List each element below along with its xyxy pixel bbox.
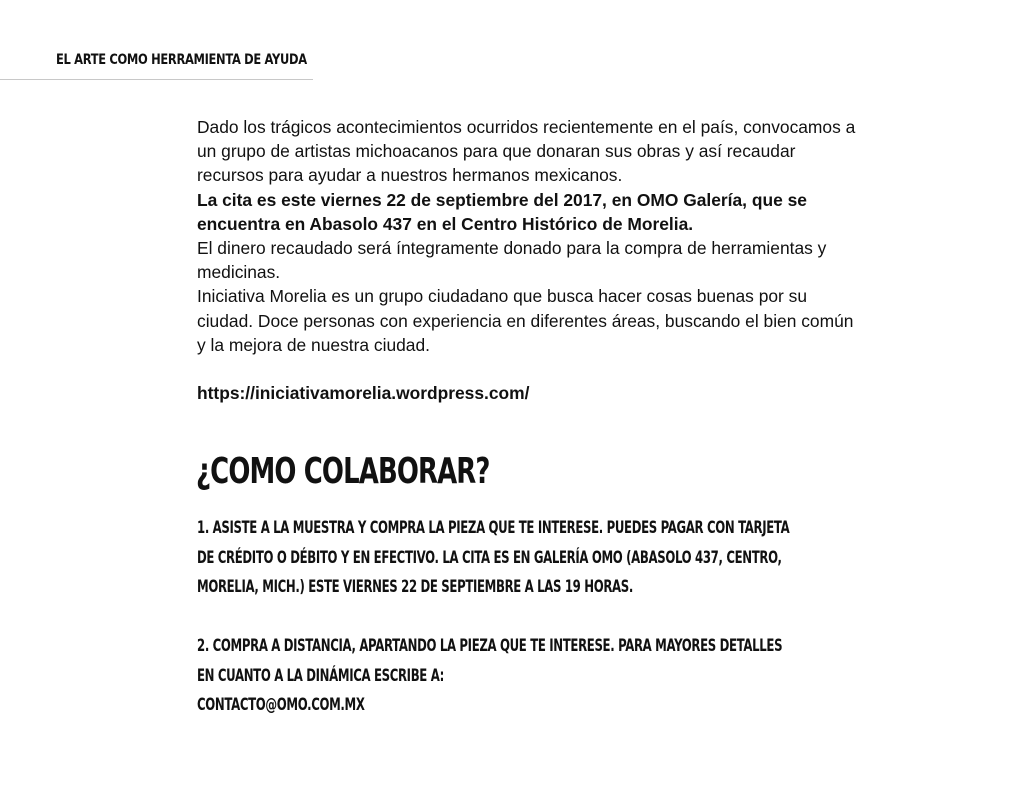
intro-paragraph: Dado los trágicos acontecimientos ocurridos recientemente en el país, convocamos a un grupo de artistas michoacanos para que donaran sus obras y así recaudar recursos para ayudar a nuestros hermanos mexicanos. bbox=[197, 117, 856, 186]
header-title: EL ARTE COMO HERRAMIENTA DE AYUDA bbox=[56, 52, 307, 68]
event-details-paragraph: La cita es este viernes 22 de septiembre del 2017, en OMO Galería, que se encuentra en Abasolo 437 en el Centro Histórico de Morelia. bbox=[197, 189, 807, 234]
donation-paragraph: El dinero recaudado será íntegramente donado para la compra de herramientas y medicinas. bbox=[197, 238, 827, 283]
step-1-line-2: DE CRÉDITO O DÉBITO Y EN EFECTIVO. LA CITA ES EN GALERÍA OMO (ABASOLO 437, CENTRO, bbox=[197, 547, 782, 568]
step-spacer bbox=[197, 603, 818, 633]
collaboration-steps bbox=[197, 514, 818, 721]
step-1-line-1: 1. ASISTE A LA MUESTRA Y COMPRA LA PIEZA QUE TE INTERESE. PUEDES PAGAR CON TARJETA bbox=[197, 518, 790, 538]
step-2-line-1: 2. COMPRA A DISTANCIA, APARTANDO LA PIEZA QUE TE INTERESE. PARA MAYORES DETALLES bbox=[197, 636, 783, 656]
step-2-line-2: EN CUANTO A LA DINÁMICA ESCRIBE A: bbox=[197, 665, 445, 686]
header-divider bbox=[0, 79, 313, 80]
website-link[interactable]: https://iniciativamorelia.wordpress.com/ bbox=[197, 383, 530, 404]
body-text bbox=[197, 115, 857, 405]
initiative-paragraph: Iniciativa Morelia es un grupo ciudadano que busca hacer cosas buenas por su ciudad. Doce personas con experiencia en diferentes áreas, buscando el bien común y la mejora de nuestra ciudad. bbox=[197, 286, 854, 355]
contact-email[interactable]: CONTACTO@OMO.COM.MX bbox=[197, 695, 365, 715]
section-heading: ¿COMO COLABORAR? bbox=[196, 451, 490, 492]
step-1-line-3: MORELIA, MICH.) ESTE VIERNES 22 DE SEPTIEMBRE A LAS 19 HORAS. bbox=[197, 577, 633, 597]
